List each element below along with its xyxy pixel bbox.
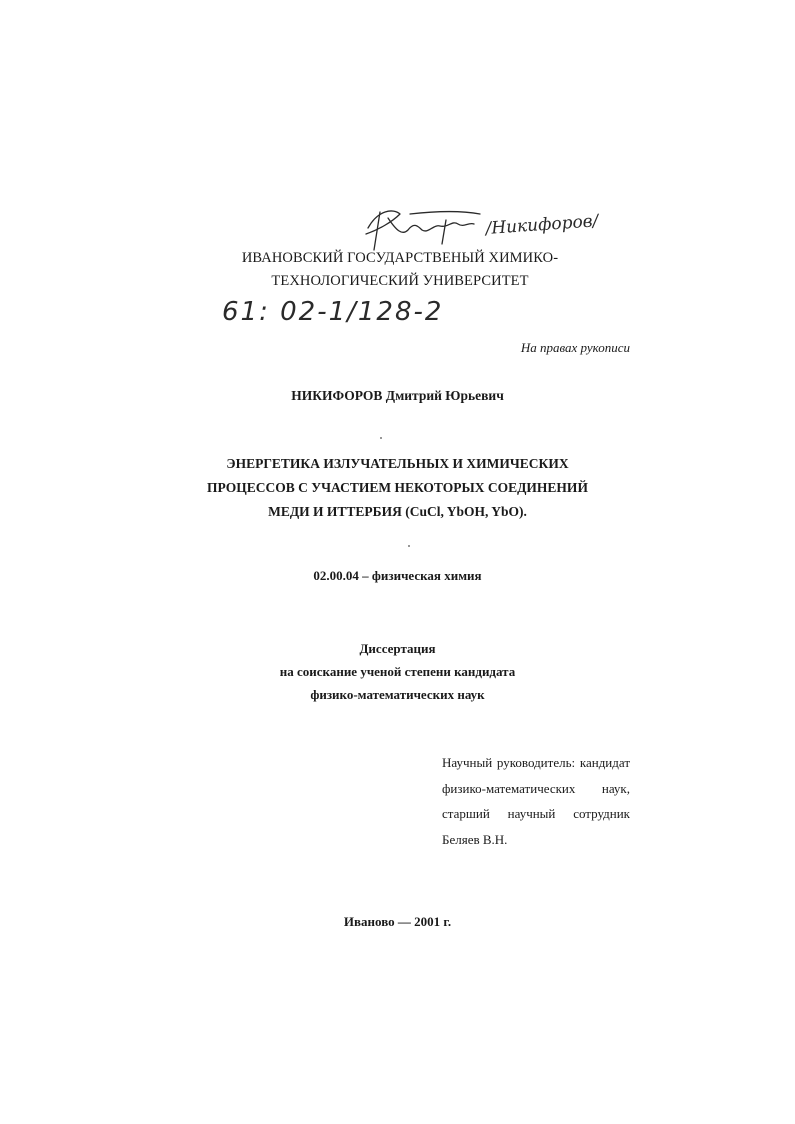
title-line-3: МЕДИ И ИТТЕРБИЯ (CuCl, YbOH, YbO). — [268, 504, 527, 519]
supervisor-line-1: Научный руководитель: кандидат — [442, 755, 630, 770]
scan-speck — [408, 545, 410, 547]
supervisor-block — [442, 750, 630, 852]
scan-speck — [380, 437, 382, 439]
dissertation-line-1: Диссертация — [359, 641, 436, 656]
supervisor-line-4: Беляев В.Н. — [442, 831, 508, 847]
university-line-1: ИВАНОВСКИЙ ГОСУДАРСТВЕНЫЙ ХИМИКО- — [241, 250, 559, 266]
dissertation-line-3: физико-математических наук — [310, 687, 485, 702]
signature-text: /Никифоров/ — [484, 211, 599, 239]
university-line-2: ТЕХНОЛОГИЧЕСКИЙ УНИВЕРСИТЕТ — [271, 273, 529, 289]
author-name: НИКИФОРОВ Дмитрий Юрьевич — [291, 388, 504, 403]
university-name — [230, 247, 570, 293]
supervisor-line-2: физико-математических наук, — [442, 780, 630, 796]
title-line-1: ЭНЕРГЕТИКА ИЗЛУЧАТЕЛЬНЫХ И ХИМИЧЕСКИХ — [226, 456, 569, 471]
dissertation-line-2: на соискание ученой степени кандидата — [279, 664, 516, 679]
city-year: Иваново — 2001 г. — [343, 914, 452, 929]
supervisor-line-3: старший научный сотрудник — [442, 806, 630, 821]
handwritten-archive-code — [218, 288, 478, 338]
specialty: 02.00.04 – физическая химия — [313, 568, 482, 583]
dissertation-title — [0, 452, 795, 524]
archive-code-text: 61: 02-1/128-2 — [222, 297, 444, 327]
title-line-2: ПРОЦЕССОВ С УЧАСТИЕМ НЕКОТОРЫХ СОЕДИНЕНИЙ — [207, 480, 588, 495]
dissertation-info — [0, 637, 795, 706]
rights-note: На правах рукописи — [520, 340, 630, 355]
